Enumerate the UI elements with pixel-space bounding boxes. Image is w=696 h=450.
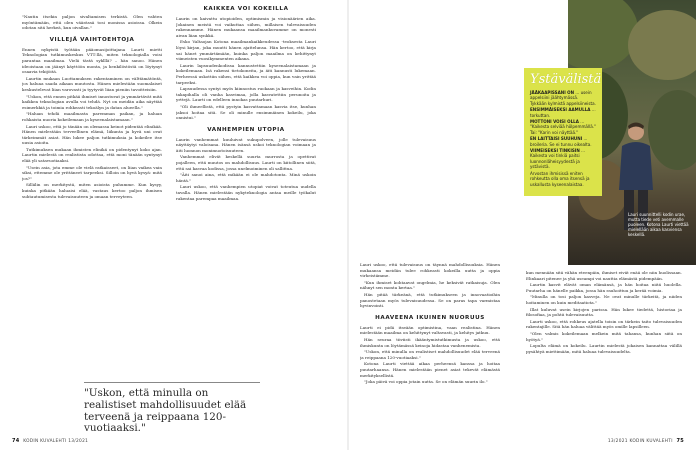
box-item-text: ... usein appelsiini jäähtymässä. Tykkään kylmistä appelsiineista. — [530, 90, 596, 106]
right-page — [348, 0, 696, 450]
box-item-text: Arvostan ihmisissä eniten rohkeutta olla oma itsensä ja uskallusta kyseenalaistaa. — [530, 170, 590, 187]
box-item-text: ... broileria. Se ei tunnu oikealta. — [530, 136, 592, 147]
box-item — [530, 148, 596, 170]
box-item — [530, 171, 596, 187]
body-paragraph: "Oli ihmeellistä, että pystyin kasvattamaan kasvia itse, kunhan jaksoi hoitaa sitä. Se oli minulle ensimmäinen kokeilu, joka onnistui." — [176, 103, 316, 121]
box-item-label: JÄÄKAAPISSANI ON — [530, 90, 575, 95]
box-item-text: ... "Kaikesta selviää hölpemmällä." Tai: "Karin voi näyttää." — [530, 119, 596, 135]
left-column-1 — [22, 14, 162, 386]
section-heading-villeja: VILLEJÄ VAIHTOEHTOJA — [49, 36, 135, 43]
body-paragraph: "Uskon, että minulla on realistiset mahdollisuudet elää terveenä ja reippaana 120-vuotiaaksi." — [360, 349, 500, 360]
section-heading-vanhempien: VANHEMPIEN UTOPIA — [207, 126, 285, 133]
page-number: 75 — [676, 438, 684, 444]
section-heading-haaveena: HAAVEENA IKUINEN NUORUUS — [375, 314, 485, 321]
box-item — [530, 90, 596, 106]
body-paragraph: kun mennään sitä vähän eteenpäin, ihmiset eivät enää ole niin huolissaan. Elinkaari pitenee ja yhä useampi voi nauttia elämästä pidempään. — [526, 270, 682, 281]
body-paragraph: Lauri uskoo, että jo tänään on olemassa keinot pidentää elinikää. Hänen mielestään terveellinen elämä, liikunta ja hyvä uni ovat tärkeimmät asiat. Hän lukee paljon tutkimuksia ja kokeilee itse uusia asioita. — [22, 123, 162, 146]
body-paragraph: Laurtin mukaan Luottamuksen rakentaminen on välttämätöntä, jos haluaa saada aikaan muutosta. Hänen mielestään suomalaiset keskustelevat liian varovasti ja tyytyvät liian pieniin tavoitteisiin. — [22, 75, 162, 92]
box-item-text: ... torkuttan. — [530, 107, 596, 118]
body-paragraph: Tutkimuksen mukaan ihmisten elinikä on pidentynyt koko ajan. Laurtin mielestä on realistista odottaa, että moni tänään syntynyt elää yli satavuotiaaksi. — [22, 146, 162, 164]
body-paragraph: Laurti ei pidä itseään optimistina, vaan realistina. Hänen mielestään maailma on kehittynyt valtavasti, ja kehitys jatkuu. — [360, 324, 500, 336]
body-paragraph: Lauri uskoo, että tulevaisuus on täynnä mahdollisuuksia. Hänen mukaansa meidän tulee rohkeasti kokeilla uutta ja oppia virheistämme. — [360, 262, 500, 279]
right-folio — [608, 438, 684, 444]
body-paragraph: "Usein asia, jota emme ole vielä ratkaisseet, on liian vaikea vain siksi, ettemme ole yrittäneet tarpeeksi. Silloin on hyvä kysyä: mitä jos?" — [22, 164, 162, 181]
body-paragraph: Laurtin kasvit elävät oman elämänsä, ja hän hoitaa niitä huolella. Puutarha on hänelle paikka, jossa hän rauhoittuu ja kerää voimia. — [526, 282, 682, 293]
box-item — [530, 119, 596, 135]
left-folio — [12, 438, 88, 444]
body-paragraph: Sillälin on merkitystä, miten asioista puhumme. Kun kysyy, kuinka pitkään haluaisi elää, vastaus kertoo paljon ihmisen suhtautumisesta tulevaisuuteen ja omaan terveyteen. — [22, 182, 162, 199]
green-info-box — [524, 68, 602, 196]
box-title: Ystävälistä — [530, 72, 602, 87]
page-number: 74 — [12, 438, 20, 444]
body-paragraph: Hän seuraa tiiviisti ikääntymistutkimusta ja uskoo, että ihmiskunta on löytämässä keinoja hidastaa vanhenemista. — [360, 336, 500, 348]
body-paragraph: Illat kuluvat usein kirjojen parissa. Hän lukee tiedettä, historiaa ja filosofiaa, ja pohtii tulevaisuutta. — [526, 306, 682, 318]
left-column-2 — [176, 6, 316, 378]
photo-caption: Lauri suunnittelli kodin urae, mutta tiede veti avemmalle puoleen. Kotona Laurti viettää mielellään aikaa kasviensa keskellä. — [628, 212, 689, 237]
body-paragraph: Laurin vanhemmat kuuluivat sukupolveen, jolle tulevaisuus näyttäytyi valoisana. Hänen isänsä uskoi teknologian voimaan ja äiti luonnon monimuotoisuuteen. — [176, 136, 316, 153]
body-paragraph: "Minulla on tosi paljon kasveja. Ne ovat minulle tärkeitä, ja niiden hoitaminen on kuin meditaatiota." — [526, 294, 682, 305]
right-column-2 — [526, 270, 682, 434]
box-item-label: MOTTONI VOISI OLLA — [530, 119, 579, 125]
pull-quote: "Uskon, että minulla on realistiset mahdollisuudet elää terveenä ja reippaana 120-vuotiaaksi." — [84, 388, 260, 435]
intro-paragraph: "Nautin itsekin paljon sivaltamisen terkistä. Olen vahten myöntämään, että olen väärässä tosi monissa asioissa. Olkein odotan sitä herkeä, kun oivallan." — [22, 14, 162, 31]
body-paragraph: Vanhemmat elivät keskellä suurta murrosta ja opettivat pojalleen, että muutos on mahdollisuus. Laurti on kiitollinen siitä, että sai kasvaa kodissa, jossa unelmoiminen oli sallittua. — [176, 154, 316, 171]
folio-text: KODIN KUVALEHTI 13/2021 — [23, 439, 89, 444]
body-paragraph: Lauri uskoo, että vanhempien utopiat voivat toteutua uudella tavalla. Hänen mielestään nykyteknologia antaa meille työkalut rakentaa parempaa maailmaa. — [176, 184, 316, 201]
body-paragraph: Laurin on kaivattu utopioiden, optimismin ja visionäärien aika. Jokainen meistä voi vaikuttaa siihen, millaisen tulevaisuuden rakennamme. Hänen mukaansa maailmankuvamme on monesti aivan liian synkkä. — [176, 16, 316, 38]
body-paragraph: Hän pitää tärkeänä, että tutkimukseen ja innovaatioihin panostetaan myös tulevaisuudessa. Se on paras tapa varmistaa hyvinvointi. — [360, 291, 500, 309]
body-paragraph: "Joka päivä voi oppia jotain uutta. Se on elämän suurin ilo." — [364, 379, 488, 385]
body-paragraph: Lopulta elämä on kokeilu. Laurtin mielestä jokaisen kannattaa välillä pysähtyä miettimään, mitä haluaa tulevaisuudelta. — [526, 343, 682, 354]
right-column-1 — [360, 262, 500, 434]
box-item-label: ENSIMMÄISEKSI AAMULLA — [530, 107, 591, 113]
section-heading-kaikkea: KAIKKEA VOI KOKEILLA — [203, 6, 289, 12]
body-paragraph: "Uskon, että ennen pitkää ihmiset innostuvat ja ymmärtävät mitä kaikkea teknologian avulla voi tehdä. Nyt on meidän aika näyttää esimerkkiä ja toimia rohkeasti tekoälyn ja datan alueella." — [22, 93, 162, 110]
box-item-label: EN LAITTAISI SUUHUNI — [530, 136, 583, 142]
body-paragraph: "Kun ihmiset kohtaavat ongelmia, he keksivät ratkaisuja. Olen nähnyt sen monta kertaa." — [360, 279, 500, 291]
body-paragraph: Kotona Laurti viettää aikaa perheensä kanssa ja hoitaa puutarhaansa. Hänen mielestään pienet asiat tekevät elämästä merkityksellistä. — [360, 361, 500, 378]
box-item — [530, 107, 596, 118]
body-paragraph: "Haluan tehdä maailmasta paremman paikan, ja haluan rohkaista nuoria kokeilemaan ja kyseenalaistamaan." — [22, 111, 162, 122]
foliage-shape — [628, 10, 696, 80]
body-paragraph: Ennen nykyistä työtään pääomasijoittajana Laurti mietti Teknologian tutkimuskeskus VTT:llä, miten teknologialla voisi parantaa maailmaa. Vielä tästä syklllä? – hän sanoo. Hänen ideoistaan on jäänyt käyttöön monta, ja henkilöstöstä on löytynyt osaavia tekijöitä. — [22, 46, 162, 75]
box-item — [530, 136, 596, 147]
folio-text: 13/2021 KODIN KUVALEHTI — [607, 439, 673, 444]
box-item-label: VIIMEISEKSI TINKISIN — [530, 148, 580, 154]
body-paragraph: "Äiti sanoi aina, että mikään ei ole mahdotonta. Minä uskoin häntä." — [176, 172, 316, 183]
body-paragraph: "Olen valmis kokeilemaan melkein mitä tahansa, kunhan siitä on hyötyä." — [526, 330, 682, 342]
body-paragraph: Lapsuudessa syntyi myös kiinnostus ruokaan ja kasveihin. Kodin takapihalla oli vanha kasvimaa, jolla kasvatettiin perunoita ja yrttejä. Laurti on edelleen innokas puutarhuri. — [176, 86, 316, 103]
body-paragraph: Laurin lapsuudenkodissa kannustettiin kyseenalaistamaan ja kokeilemaan. Isä rakensi tietokoneita, ja äiti kannusti lukemaan. Perheessä uskottiin siihen, että kaikkea voi oppia, kun vain yrittää tarpeeksi. — [176, 62, 316, 85]
foliage-shape — [568, 0, 638, 70]
body-paragraph: Laurti uskoo, että rohkeus ajatella toisin on tärkein taito tulevaisuuden rakentajille. Sitä hän haluaa välittää myös omille lapsilleen. — [526, 318, 682, 330]
box-item-text: ... Kaikesta voi tinkiä paitsi luonnonläheisyydestä ja ystävistä. — [530, 148, 585, 170]
body-paragraph: Esko Valtaojan Kotona maailmankaikkeudessa -teoksesta Lauri löysi kirjan, joka muutti hänen ajattelunsa. Hän kertoo, että kirja sai hänet ymmärtämään, kuinka paljon maailma on kehittynyt viimeisten vuosikymmenten aikana. — [176, 39, 316, 62]
